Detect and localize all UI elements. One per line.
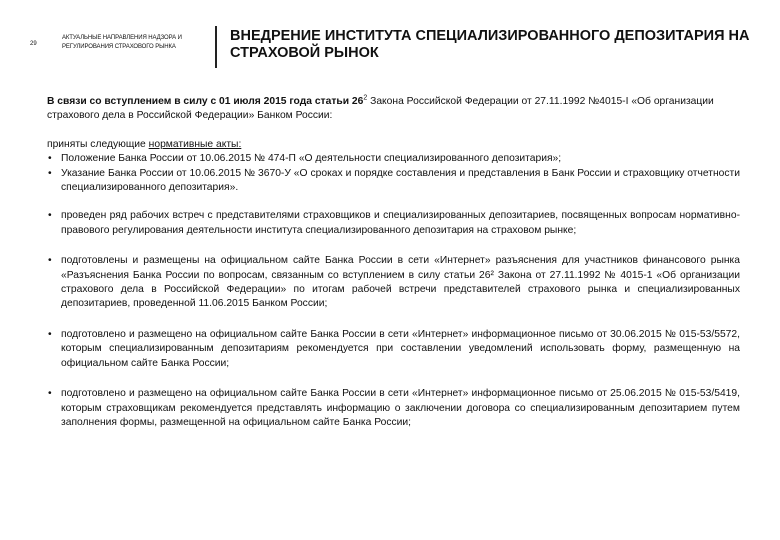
list-item: • подготовлено и размещено на официальном сайте Банка России в сети «Интернет» информационное письмо от 30.06.2015 № 015-53/5572, которым специализированным депозитариям рекомендуется при составлении уведомлений использовать форму, размещенную на официальном сайте Банка России; <box>47 328 740 371</box>
intro-lead: В связи со вступлением в силу с 01 июля 2015 года статьи 26 <box>47 96 364 107</box>
intro-paragraph <box>47 95 740 124</box>
list-item: • Положение Банка России от 10.06.2015 № 474-П «О деятельности специализированного депозитария»; <box>47 152 740 166</box>
intro-superscript: 2 <box>363 94 368 102</box>
adopted-list <box>47 152 740 195</box>
title-divider <box>215 26 217 68</box>
page-title: ВНЕДРЕНИЕ ИНСТИТУТА СПЕЦИАЛИЗИРОВАННОГО ДЕПОЗИТАРИЯ НА СТРАХОВОЙ РЫНОК <box>230 28 750 61</box>
adopted-prefix: приняты следующие <box>47 138 149 150</box>
list-item: • подготовлены и размещены на официальном сайте Банка России в сети «Интернет» разъяснения для участников финансового рынка «Разъяснения Банка России по вопросам, связанным со вступлением в силу статьи 26² Закона от 27.11.1992 № 4015-1 «Об организации страхового дела в Российской Федерации» по итогам рабочей встречи представителей страхового рынка и специализированных депозитариев, проведенной 11.06.2015 Банком России; <box>47 254 740 312</box>
page-number: 29 <box>30 41 37 47</box>
list-item: • проведен ряд рабочих встреч с представителями страховщиков и специализированных депозитариев, посвященных вопросам нормативно-правового регулирования деятельности института специализированного депозитария на страховом рынке; <box>47 209 740 238</box>
list-item: • подготовлено и размещено на официальном сайте Банка России в сети «Интернет» информационное письмо от 25.06.2015 № 015-53/5419, которым страховщикам рекомендуется представлять информацию о заключении договора со специализированным депозитарием путем заполнения формы, размещенной на официальном сайте Банка России; <box>47 387 740 430</box>
adopted-underlined: нормативные акты: <box>148 138 242 150</box>
list-item: • Указание Банка России от 10.06.2015 № 3670-У «О сроках и порядке составления и представления в Банк России и страховщику отчетности специализированного депозитария». <box>47 167 740 196</box>
content <box>47 95 740 430</box>
section-label: АКТУАЛЬНЫЕ НАПРАВЛЕНИЯ НАДЗОРА И РЕГУЛИРОВАНИЯ СТРАХОВОГО РЫНКА <box>62 35 182 50</box>
adopted-heading <box>47 138 740 152</box>
adopted-acts <box>47 138 740 196</box>
intro-rest: Закона Российской Федерации от 27.11.1992 №4015-I «Об организации страхового дела в Российской Федерации» Банком России: <box>47 96 714 122</box>
actions-list <box>47 209 740 430</box>
